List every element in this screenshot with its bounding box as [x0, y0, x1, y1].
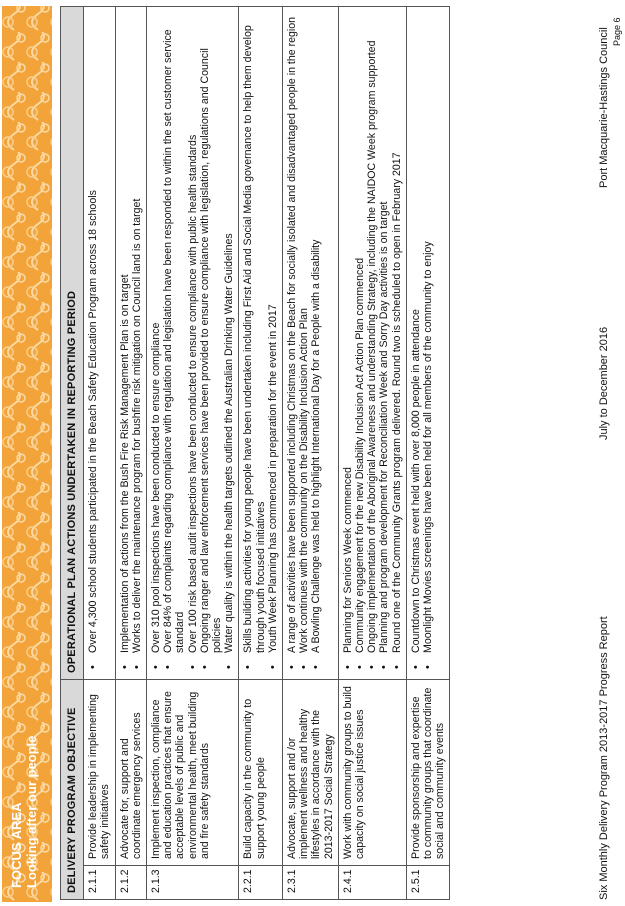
objective-text: Provide leadership in implementing safety initiatives	[84, 679, 115, 865]
focus-area-banner	[2, 6, 52, 902]
header-actions: OPERATIONAL PLAN ACTIONS UNDERTAKEN IN REPORTING PERIOD	[61, 7, 84, 680]
action-item: • Works to deliver the maintenance program for bushfire risk mitigation on Council land is on target	[131, 13, 143, 661]
objective-number: 2.2.1	[239, 866, 283, 900]
table-row	[406, 7, 450, 900]
table-body	[84, 7, 450, 900]
action-item: • Over 84% of complaints regarding compliance with regulation and legislation have been responded to within the set customer service standard	[162, 13, 186, 661]
objective-number: 2.1.3	[147, 866, 239, 900]
actions-cell	[147, 7, 239, 680]
objectives-table	[60, 6, 450, 900]
actions-cell	[406, 7, 450, 680]
focus-area-name: Looking after our people	[24, 735, 39, 888]
table-row	[239, 7, 283, 900]
table-row	[147, 7, 239, 900]
objective-text: Build capacity in the community to support young people	[239, 679, 283, 865]
action-item: • Planning for Seniors Week commenced	[342, 13, 354, 661]
actions-cell	[239, 7, 283, 680]
objective-text: Implement inspection, compliance and education practices that ensure acceptable levels of public and environmental health, meet building and fire safety standards	[147, 679, 239, 865]
banner-title	[9, 736, 39, 888]
footer-period: July to December 2016	[598, 326, 610, 440]
actions-cell	[338, 7, 406, 680]
objective-text: Provide sponsorship and expertise to community groups that coordinate social and community events	[406, 679, 450, 865]
action-item: • Skills building activities for young people have been undertaken including First Aid and Social Media governance to help them develop through youth focused initiatives	[242, 13, 266, 661]
objective-number: 2.1.1	[84, 866, 115, 900]
action-item: • Round one of the Community Grants program delivered. Round two is scheduled to open in February 2017	[391, 13, 403, 661]
action-item: • A Bowling Challenge was held to highlight International Day for a People with a disability	[310, 13, 322, 661]
actions-list	[87, 13, 99, 673]
objective-number: 2.3.1	[283, 866, 339, 900]
action-item: • Youth Week Planning has commenced in preparation for the event in 2017	[267, 13, 279, 661]
table-row	[283, 7, 339, 900]
objective-number: 2.1.2	[115, 866, 146, 900]
table-row	[115, 7, 146, 900]
action-item: • Over 310 pool inspections have been conducted to ensure compliance	[150, 13, 162, 661]
actions-cell	[84, 7, 115, 680]
focus-area-label: FOCUS AREA	[9, 802, 24, 888]
action-item: • Over 4,300 school students participated in the Beach Safety Education Program across 18 schools	[87, 13, 99, 661]
objective-number: 2.4.1	[338, 866, 406, 900]
actions-list	[342, 13, 403, 673]
actions-cell	[283, 7, 339, 680]
table-header-row	[61, 7, 84, 900]
actions-list	[150, 13, 235, 673]
footer-council: Port Macquarie-Hastings Council	[598, 27, 610, 188]
objective-number: 2.5.1	[406, 866, 450, 900]
action-item: • Community engagement for the new Disability Inclusion Act Action Plan commenced	[354, 13, 366, 661]
action-item: • Water quality is within the health targets outlined the Australian Drinking Water Guidelines	[223, 13, 235, 661]
action-item: • A range of activities have been supported including Christmas on the Beach for socially isolated and disadvantaged people in the region	[286, 13, 298, 661]
header-objective: DELIVERY PROGRAM OBJECTIVE	[61, 679, 84, 899]
objective-text: Work with community groups to build capacity on social justice issues	[338, 679, 406, 865]
action-item: • Planning and program development for Reconciliation Week and Sorry Day activities is on target	[378, 13, 390, 661]
objective-text: Advocate for, support and coordinate emergency services	[115, 679, 146, 865]
actions-cell	[115, 7, 146, 680]
action-item: • Ongoing ranger and law enforcement services have been provided to ensure compliance with legislation, regulations and Council policies	[199, 13, 223, 661]
action-item: • Moonlight Movies screenings have been held for all members of the community to enjoy	[422, 13, 434, 661]
action-item: • Implementation of actions from the Bush Fire Risk Management Plan is on target	[119, 13, 131, 661]
page-number: Page 6	[612, 17, 622, 46]
footer-report-title: Six Monthly Delivery Program 2013-2017 Progress Report	[598, 616, 610, 900]
table-row	[84, 7, 115, 900]
action-item: • Over 100 risk based audit inspections have been conducted to ensure compliance with public health standards	[187, 13, 199, 661]
actions-list	[119, 13, 143, 673]
action-item: • Work continues with the community on the Disability Inclusion Action Plan	[298, 13, 310, 661]
objective-text: Advocate, support and /or implement wellness and healthy lifestyles in accordance with the 2013-2017 Social Strategy	[283, 679, 339, 865]
table-row	[338, 7, 406, 900]
action-item: • Ongoing implementation of the Aboriginal Awareness and understanding Strategy, including the NAIDOC Week program supported	[366, 13, 378, 661]
actions-list	[410, 13, 434, 673]
actions-list	[242, 13, 279, 673]
action-item: • Countdown to Christmas event held with over 8,000 people in attendance	[410, 13, 422, 661]
actions-list	[286, 13, 323, 673]
